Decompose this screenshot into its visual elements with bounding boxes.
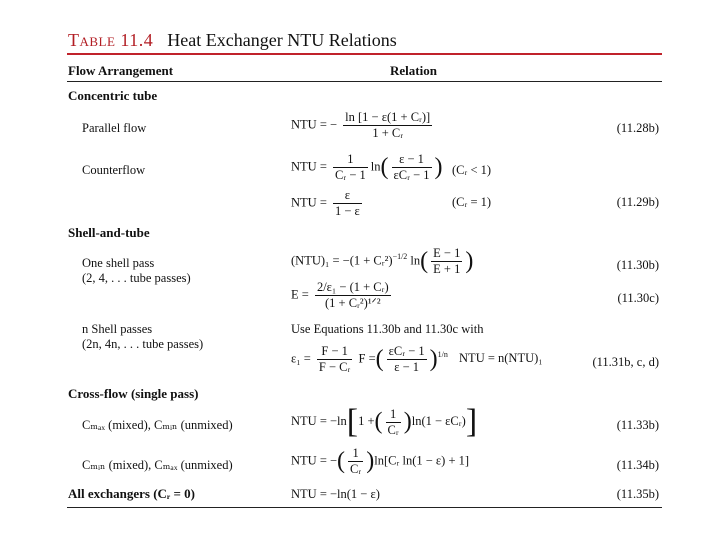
label-n-shell-passes: [82, 322, 203, 352]
label-parallel-flow: Parallel flow: [82, 121, 147, 135]
equation-counterflow: [291, 152, 443, 183]
eq-denominator: Cᵣ − 1: [335, 168, 366, 182]
eq-denominator: εCᵣ − 1: [393, 168, 430, 182]
header-rule: [67, 81, 662, 82]
eq-tail: ln(1 − εCᵣ): [411, 413, 466, 428]
eq-ln: ln: [410, 253, 421, 268]
eq-ref-11-31: (11.31b, c, d): [592, 355, 659, 369]
eq-term: 1 +: [358, 413, 375, 428]
equation-11-34b: [291, 446, 469, 477]
table-number: Table 11.4: [68, 30, 154, 50]
eq-fraction: [348, 446, 363, 477]
eq-ln: ln: [370, 159, 381, 174]
eq-exponent: 1/n: [437, 350, 448, 360]
eq-numerator: 1: [348, 446, 363, 462]
eq-numerator: 1: [386, 407, 401, 423]
eq-condition-cr-eq-1: (Cᵣ = 1): [452, 195, 492, 209]
eq-numerator: E − 1: [433, 246, 461, 260]
label-line: One shell pass: [82, 256, 155, 270]
header-relation: Relation: [390, 63, 437, 78]
eq-paren-open: (: [374, 408, 383, 435]
bottom-rule: [67, 507, 662, 508]
eq-paren-open: (: [337, 448, 346, 474]
eq-fraction: [333, 152, 368, 183]
label-line: (2n, 4n, . . . tube passes): [82, 337, 204, 351]
eq-ref-11-30b: (11.30b): [616, 258, 659, 272]
eq-lhs: NTU = −: [291, 453, 338, 468]
label-one-shell-pass: [82, 256, 191, 286]
eq-paren-close: ): [403, 408, 412, 435]
eq-lhs: NTU =: [291, 159, 327, 174]
eq-paren-close: ): [465, 248, 474, 274]
eq-denominator: E + 1: [433, 262, 461, 276]
eq-lhs: NTU = −: [291, 117, 338, 132]
eq-fraction: [386, 407, 401, 438]
equation-11-33b: [291, 403, 477, 441]
table-title: [68, 30, 397, 51]
eq-denominator: (1 + Cᵣ²)¹ᐟ²: [324, 296, 381, 310]
eq-numerator: F − 1: [317, 344, 352, 360]
title-rule: [67, 53, 662, 55]
eq-exponent: −1/2: [392, 252, 408, 262]
eq-paren-close: ): [434, 154, 443, 180]
eq-paren-open: (: [375, 346, 384, 372]
label-cmax-mixed: Cₘₐₓ (mixed), Cₘᵢₙ (unmixed): [82, 418, 233, 432]
eq-denominator: 1 − ε: [335, 204, 360, 218]
eq-denominator: Cᵣ: [387, 422, 399, 437]
eq-fraction: [431, 246, 462, 277]
eq-fraction: [387, 344, 427, 375]
equation-11-31: [291, 344, 543, 375]
section-shell-and-tube: Shell-and-tube: [68, 225, 150, 240]
equation-11-29b: [291, 188, 365, 219]
label-cmin-mixed: Cₘᵢₙ (mixed), Cₘₐₓ (unmixed): [82, 458, 233, 472]
eq-lhs: ε₁ =: [291, 351, 311, 366]
eq-numerator: ε − 1: [392, 152, 432, 168]
eq-fraction: [392, 152, 432, 183]
eq-paren-close: ): [429, 346, 438, 372]
eq-tail: NTU = n(NTU)₁: [459, 351, 543, 366]
equation-11-30c: [291, 280, 394, 311]
eq-fraction: [333, 188, 362, 219]
section-cross-flow: Cross-flow (single pass): [68, 386, 199, 401]
eq-fraction: [317, 344, 352, 375]
equation-use-text: Use Equations 11.30b and 11.30c with: [291, 322, 484, 336]
header-flow: Flow Arrangement: [68, 63, 174, 78]
eq-lhs: NTU = −ln: [291, 413, 347, 428]
eq-numerator: 1: [333, 152, 368, 168]
eq-denominator: 1 + Cᵣ: [372, 126, 404, 140]
eq-paren-open: (: [380, 154, 389, 180]
eq-ref-11-30c: (11.30c): [617, 291, 659, 305]
label-counterflow: Counterflow: [82, 163, 146, 177]
eq-denominator: Cᵣ: [350, 462, 362, 476]
eq-ref-11-34b: (11.34b): [616, 458, 659, 472]
eq-mid: F =: [358, 351, 376, 366]
eq-bracket-close: ]: [465, 403, 478, 440]
label-line: (2, 4, . . . tube passes): [82, 271, 191, 285]
eq-numerator: ln [1 − ε(1 + Cᵣ)]: [345, 110, 431, 124]
equation-11-30b: [291, 246, 473, 277]
equation-11-35b: NTU = −ln(1 − ε): [291, 487, 380, 501]
eq-numerator: εCᵣ − 1: [388, 344, 425, 358]
section-concentric: Concentric tube: [68, 88, 158, 103]
eq-lhs: E =: [291, 287, 309, 302]
eq-numerator: 2/ε₁ − (1 + Cᵣ): [316, 280, 389, 294]
eq-lhs: (NTU)₁ = −(1 + Cᵣ²): [291, 253, 393, 268]
section-all-exchangers: All exchangers (Cᵣ = 0): [68, 486, 195, 501]
eq-ref-11-35b: (11.35b): [616, 487, 659, 501]
eq-tail: ln[Cᵣ ln(1 − ε) + 1]: [374, 453, 470, 468]
eq-fraction: [315, 280, 391, 311]
eq-numerator: ε: [333, 188, 362, 204]
eq-paren-close: ): [366, 448, 375, 474]
eq-condition-cr-lt-1: (Cᵣ < 1): [452, 163, 492, 177]
equation-11-28b: [291, 110, 435, 141]
eq-ref-11-29b: (11.29b): [616, 195, 659, 209]
eq-ref-11-28b: (11.28b): [616, 121, 659, 135]
eq-ref-11-33b: (11.33b): [616, 418, 659, 432]
eq-fraction: [343, 110, 432, 141]
eq-denominator: ε − 1: [394, 360, 420, 374]
eq-denominator: F − Cᵣ: [318, 360, 351, 374]
eq-bracket-open: [: [346, 403, 359, 440]
table-caption: Heat Exchanger NTU Relations: [167, 30, 397, 50]
eq-lhs: NTU =: [291, 195, 327, 210]
label-line: n Shell passes: [82, 322, 153, 336]
eq-paren-open: (: [420, 248, 429, 274]
